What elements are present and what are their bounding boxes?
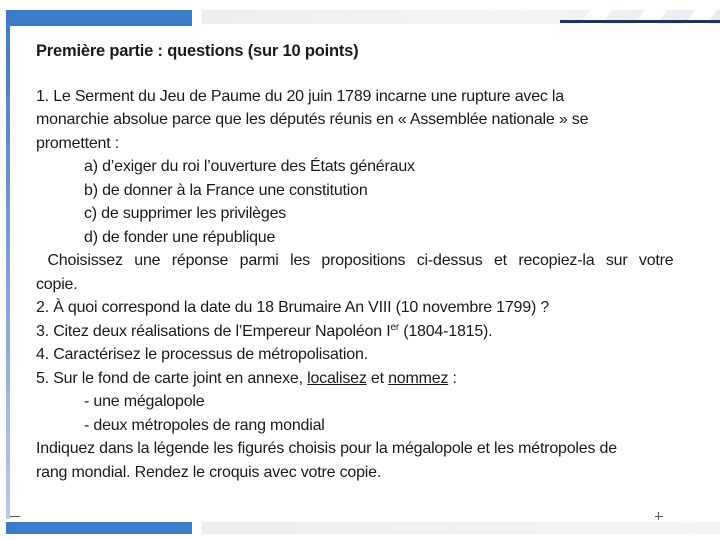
exam-questions bbox=[36, 40, 674, 484]
ordinal-superscript: er bbox=[390, 321, 399, 333]
question-3-dates: (1804-1815). bbox=[398, 322, 493, 340]
header-corner-line bbox=[560, 20, 720, 23]
question-5-conjunction: et bbox=[366, 369, 389, 387]
footer-accent-bar bbox=[6, 522, 192, 534]
question-5-prefix: 5. Sur le fond de carte joint en annexe, bbox=[36, 369, 308, 387]
option-d: d) de fonder une république bbox=[84, 228, 276, 246]
option-b: b) de donner à la France une constitution bbox=[84, 181, 368, 199]
question-1 bbox=[36, 85, 674, 297]
question-5-line bbox=[36, 367, 654, 391]
section-title: Première partie : questions (sur 10 points) bbox=[36, 42, 359, 60]
question-1-line: monarchie absolue parce que les députés réunis en « Assemblée nationale » se bbox=[36, 111, 589, 128]
left-accent-border bbox=[6, 24, 10, 519]
question-1-instruction: Choisissez une réponse parmi les propositions ci-dessus et recopiez-la sur votre bbox=[36, 252, 674, 269]
question-4: 4. Caractérisez le processus de métropolisation. bbox=[36, 346, 368, 363]
crop-mark bbox=[10, 516, 20, 517]
question-5-closing: Indiquez dans la légende les figurés choisis pour la mégalopole et les métropoles de bbox=[36, 440, 617, 457]
question-1-line: 1. Le Serment du Jeu de Paume du 20 juin 1789 incarne une rupture avec la bbox=[36, 87, 564, 105]
list-item: - une mégalopole bbox=[84, 393, 205, 410]
question-3 bbox=[36, 320, 654, 344]
footer-gray-strip bbox=[202, 522, 720, 534]
question-1-line: promettent : bbox=[36, 134, 119, 152]
option-c: c) de supprimer les privilèges bbox=[84, 205, 287, 222]
question-5-closing: rang mondial. Rendez le croquis avec votre copie. bbox=[36, 463, 382, 481]
header-accent-bar bbox=[6, 10, 192, 24]
keyword-localisez: localisez bbox=[307, 369, 367, 387]
question-2: 2. À quoi correspond la date du 18 Brumaire An VIII (10 novembre 1799) ? bbox=[36, 299, 550, 316]
crop-mark bbox=[655, 516, 663, 517]
option-a: a) d’exiger du roi l’ouverture des États généraux bbox=[84, 158, 415, 175]
question-5 bbox=[36, 367, 654, 485]
header-accent-line bbox=[6, 24, 192, 26]
list-item: - deux métropoles de rang mondial bbox=[84, 416, 325, 434]
question-3-text: 3. Citez deux réalisations de l’Empereur Napoléon I bbox=[36, 322, 391, 340]
question-1-instruction-end: copie. bbox=[36, 275, 78, 293]
question-5-suffix: : bbox=[448, 369, 457, 387]
keyword-nommez: nommez bbox=[388, 369, 449, 387]
